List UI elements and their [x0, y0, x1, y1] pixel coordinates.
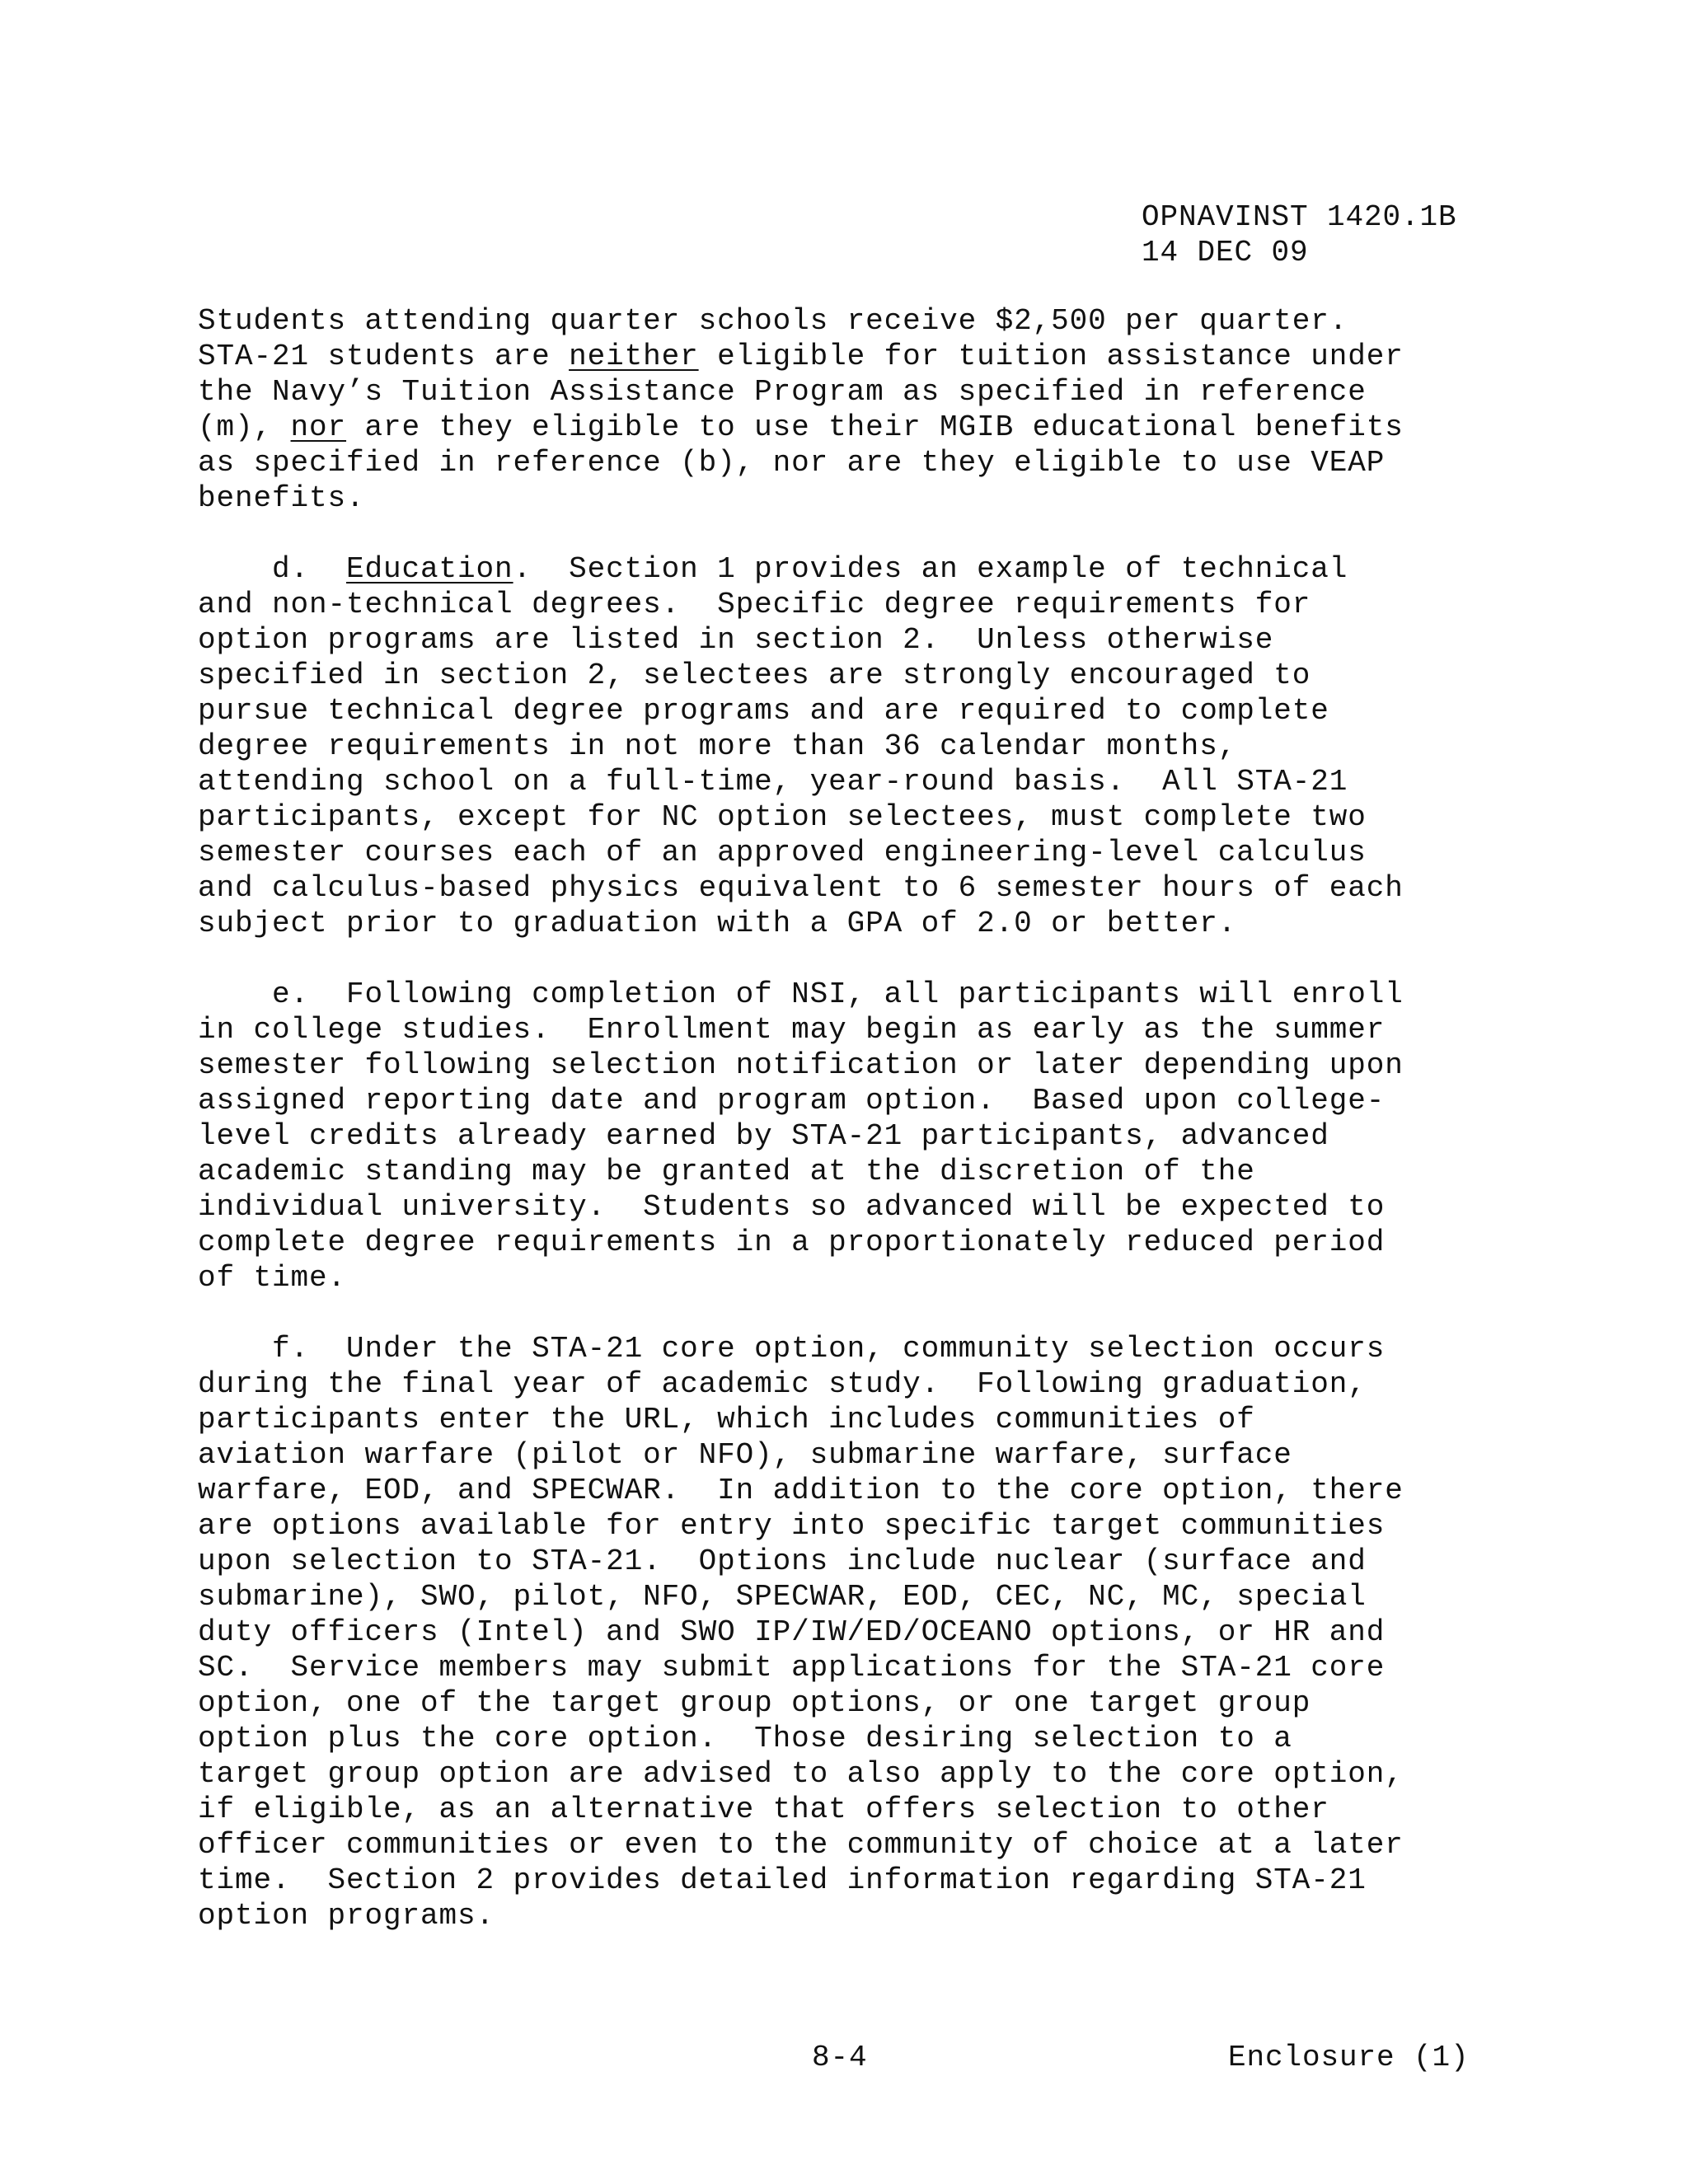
text-line: attending school on a full-time, year-round basis. All STA-21	[198, 765, 1348, 799]
text-line: f. Under the STA-21 core option, community selection occurs	[198, 1332, 1386, 1366]
text-line: of time.	[198, 1261, 347, 1295]
text-line: time. Section 2 provides detailed information regarding STA-21	[198, 1863, 1367, 1897]
text-line: specified in section 2, selectees are strongly encouraged to	[198, 658, 1311, 692]
text-line: option, one of the target group options, or one target group	[198, 1686, 1311, 1720]
document-body	[198, 303, 1525, 1969]
text-line: d. Education. Section 1 provides an example of technical	[198, 552, 1348, 586]
paragraph-d-education	[198, 551, 1525, 941]
text-line: degree requirements in not more than 36 calendar months,	[198, 729, 1237, 763]
page-number: 8-4	[812, 2041, 868, 2074]
text-line: academic standing may be granted at the discretion of the	[198, 1155, 1255, 1188]
text-line: are options available for entry into specific target communities	[198, 1509, 1386, 1543]
section-heading-education: Education	[346, 552, 513, 586]
text-line: level credits already earned by STA-21 participants, advanced	[198, 1119, 1329, 1153]
text-line: duty officers (Intel) and SWO IP/IW/ED/OCEANO options, or HR and	[198, 1615, 1386, 1649]
text-line: assigned reporting date and program option. Based upon college-	[198, 1084, 1386, 1118]
text-line: e. Following completion of NSI, all participants will enroll	[198, 977, 1404, 1011]
text-line: during the final year of academic study. Following graduation,	[198, 1367, 1367, 1401]
text-line: and calculus-based physics equivalent to 6 semester hours of each	[198, 871, 1404, 905]
doc-date: 14 DEC 09	[1142, 236, 1309, 269]
text-line: if eligible, as an alternative that offers selection to other	[198, 1793, 1329, 1826]
text-line: semester following selection notification or later depending upon	[198, 1048, 1404, 1082]
text-line: pursue technical degree programs and are required to complete	[198, 694, 1329, 728]
paragraph-f	[198, 1331, 1525, 1933]
text-line: officer communities or even to the community of choice at a later	[198, 1828, 1404, 1862]
text-line: warfare, EOD, and SPECWAR. In addition to the core option, there	[198, 1474, 1404, 1507]
text-line: benefits.	[198, 481, 365, 515]
underlined-word: nor	[290, 410, 347, 444]
text-line: subject prior to graduation with a GPA of 2.0 or better.	[198, 907, 1237, 940]
text-line: in college studies. Enrollment may begin as early as the summer	[198, 1013, 1386, 1047]
text-line: Students attending quarter schools receive $2,500 per quarter.	[198, 304, 1348, 338]
text-line: (m), nor are they eligible to use their MGIB educational benefits	[198, 410, 1404, 444]
text-line: submarine), SWO, pilot, NFO, SPECWAR, EOD, CEC, NC, MC, special	[198, 1580, 1367, 1614]
text-line: participants enter the URL, which includes communities of	[198, 1403, 1255, 1436]
text-line: individual university. Students so advanced will be expected to	[198, 1190, 1386, 1224]
document-header	[1142, 199, 1457, 270]
text-line: target group option are advised to also apply to the core option,	[198, 1757, 1404, 1791]
text-line: complete degree requirements in a proportionately reduced period	[198, 1226, 1386, 1259]
text-line: semester courses each of an approved engineering-level calculus	[198, 836, 1367, 869]
paragraph-e	[198, 977, 1525, 1296]
text-line: SC. Service members may submit applications for the STA-21 core	[198, 1651, 1386, 1685]
text-line: option programs are listed in section 2. Unless otherwise	[198, 623, 1274, 657]
text-line: option plus the core option. Those desiring selection to a	[198, 1722, 1292, 1755]
text-line: STA-21 students are neither eligible for tuition assistance under	[198, 340, 1404, 373]
text-line: the Navy’s Tuition Assistance Program as specified in reference	[198, 375, 1367, 409]
paragraph-c-continuation	[198, 303, 1525, 516]
text-line: option programs.	[198, 1899, 495, 1933]
underlined-word: neither	[569, 340, 699, 373]
text-line: aviation warfare (pilot or NFO), submarine warfare, surface	[198, 1438, 1292, 1472]
doc-id: OPNAVINST 1420.1B	[1142, 200, 1457, 234]
text-line: as specified in reference (b), nor are they eligible to use VEAP	[198, 446, 1386, 480]
text-line: participants, except for NC option selectees, must complete two	[198, 800, 1367, 834]
enclosure-label: Enclosure (1)	[1228, 2041, 1470, 2074]
text-line: upon selection to STA-21. Options include nuclear (surface and	[198, 1544, 1367, 1578]
text-line: and non-technical degrees. Specific degree requirements for	[198, 588, 1311, 621]
